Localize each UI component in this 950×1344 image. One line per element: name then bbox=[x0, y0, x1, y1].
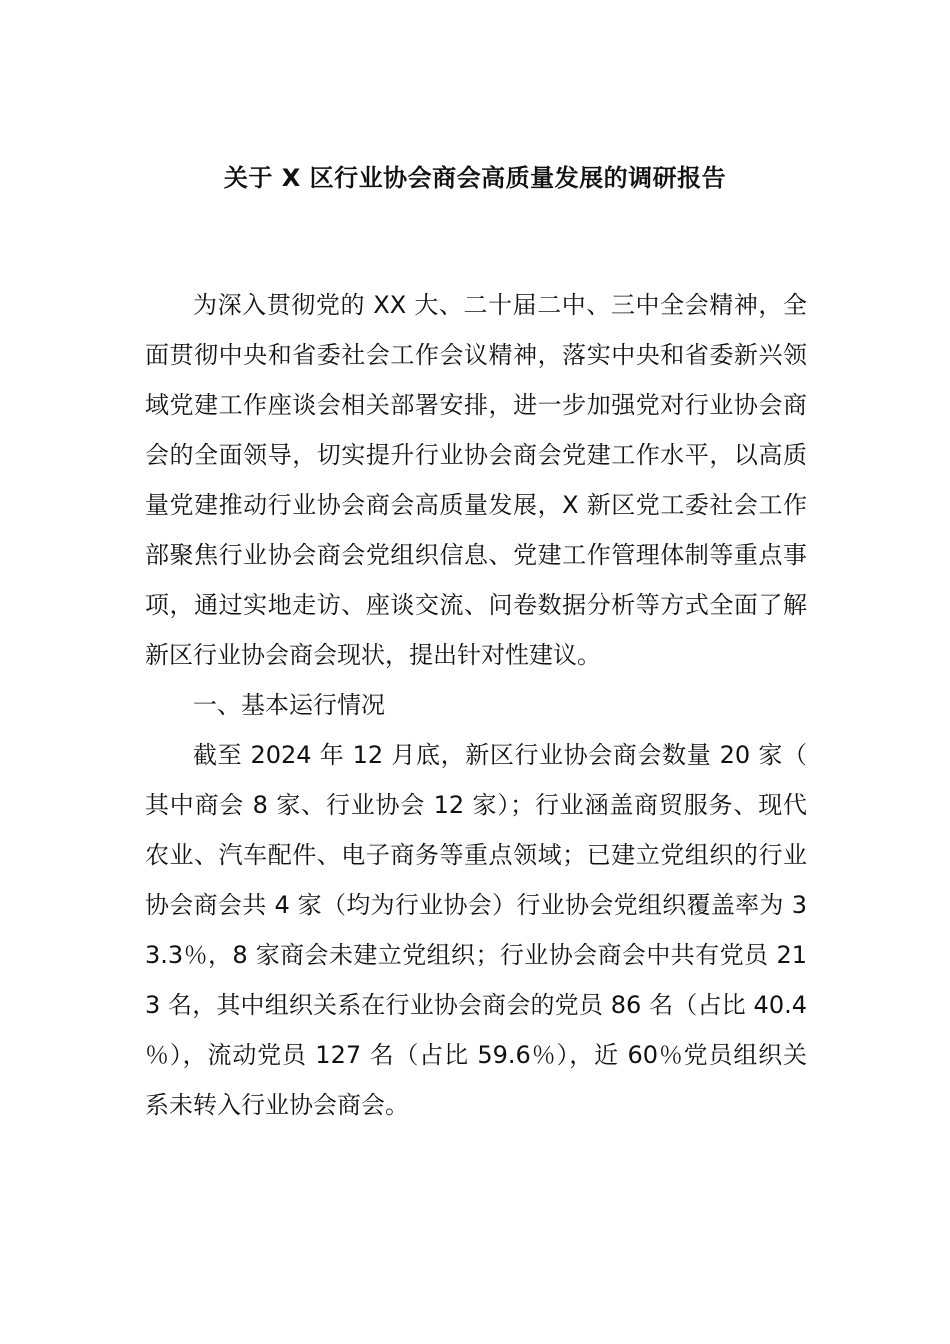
intro-paragraph: 为深入贯彻党的 XX 大、二十届二中、三中全会精神，全面贯彻中央和省委社会工作会议精神，落实中央和省委新兴领域党建工作座谈会相关部署安排，进一步加强党对行业协会商会的全面领导，切实提升行业协会商会党建工作水平，以高质量党建推动行业协会商会高质量发展，X 新区党工委社会工作部聚焦行业协会商会党组织信息、党建工作管理体制等重点事项，通过实地走访、座谈交流、问卷数据分析等方式全面了解新区行业协会商会现状，提出针对性建议。 bbox=[145, 291, 807, 669]
document-body bbox=[145, 280, 807, 1130]
section-heading: 一、基本运行情况 bbox=[193, 691, 385, 719]
section-paragraph: 截至 2024 年 12 月底，新区行业协会商会数量 20 家（其中商会 8 家、行业协会 12 家）；行业涵盖商贸服务、现代农业、汽车配件、电子商务等重点领域；已建立党组织的行业协会商会共 4 家（均为行业协会）行业协会党组织覆盖率为 33.3％，8 家商会未建立党组织；行业协会商会中共有党员 213 名，其中组织关系在行业协会商会的党员 86 名（占比 40.4％），流动党员 127 名（占比 59.6％），近 60％党员组织关系未转入行业协会商会。 bbox=[145, 741, 807, 1119]
document-title: 关于 X 区行业协会商会高质量发展的调研报告 bbox=[223, 164, 727, 192]
